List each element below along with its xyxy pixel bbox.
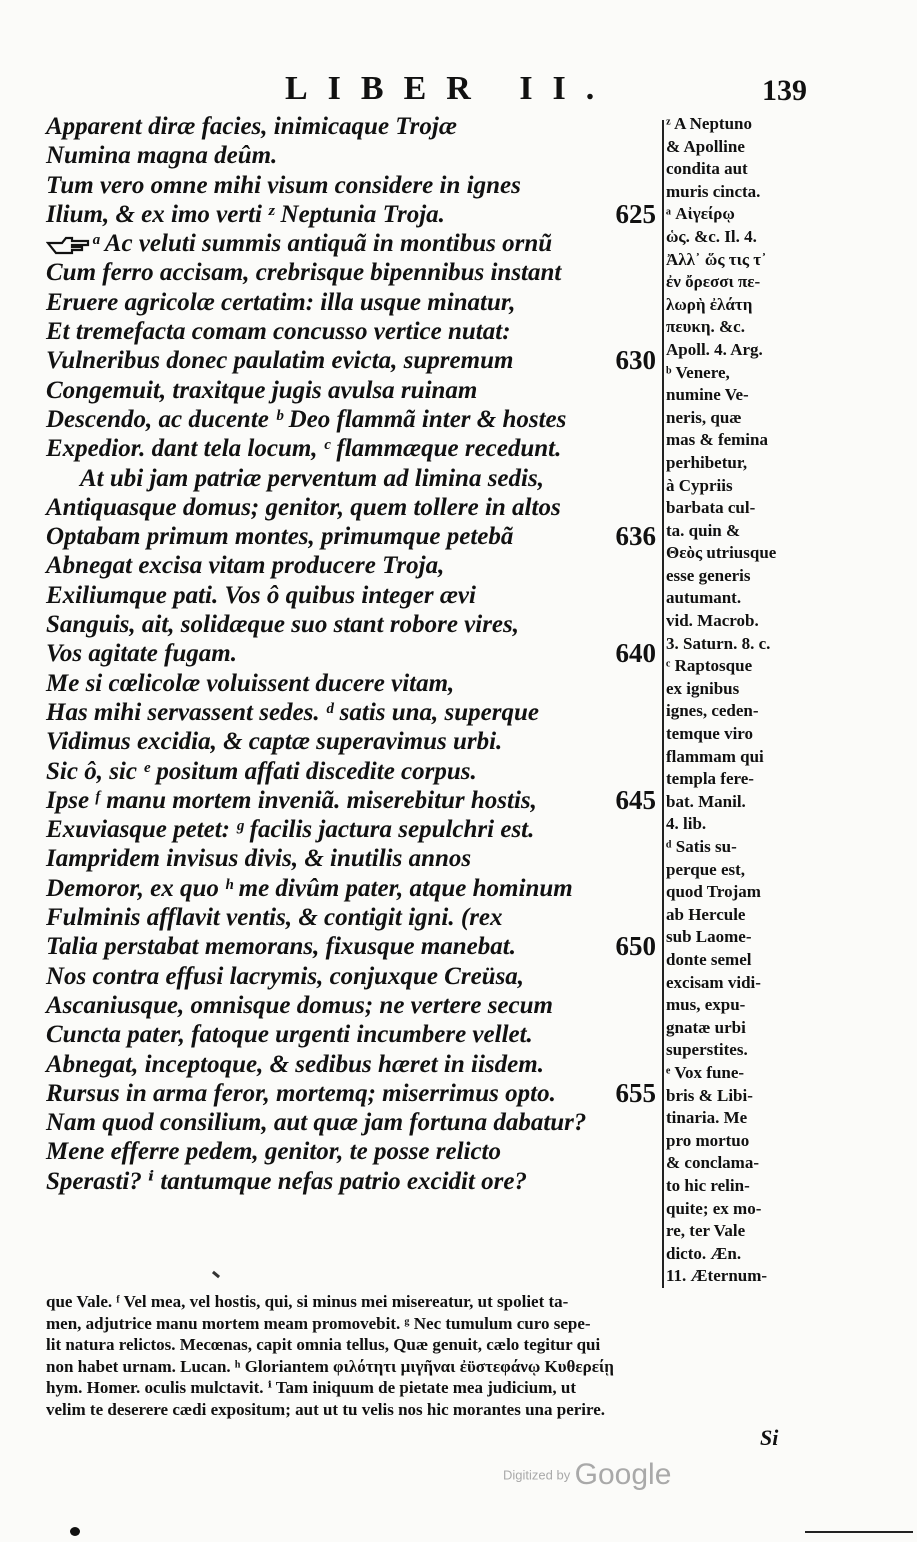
verse-line-text: Demoror, ex quo ʰ me divûm pater, atque hominum	[46, 874, 573, 902]
verse-line	[46, 1079, 656, 1108]
verse-line	[46, 844, 656, 873]
verse-line-text: Talia perstabat memorans, fixusque manebat.	[46, 933, 516, 961]
verse-line	[46, 639, 656, 668]
marginal-note-line: muris cincta.	[666, 181, 761, 201]
verse-line-text: Rursus in arma feror, mortemq; miserrimus opto.	[46, 1079, 556, 1107]
verse-line-text: Me si cœlicolæ voluissent ducere vitam,	[46, 669, 455, 697]
marginal-note-line: λωρὴ ἐλάτη	[666, 294, 753, 314]
verse-line	[46, 932, 656, 961]
verse-line	[46, 786, 656, 815]
marginal-note-line: ᵉ Vox fune-	[666, 1062, 745, 1082]
marginal-note-line: & conclama-	[666, 1153, 760, 1173]
digitized-watermark	[503, 1458, 671, 1492]
line-number: 650	[615, 931, 656, 962]
marginal-note-line: ta. quin &	[666, 520, 741, 540]
verse-line	[46, 874, 656, 903]
verse-line	[46, 522, 656, 551]
marginal-note-line: to hic relin-	[666, 1175, 750, 1195]
verse-line	[46, 171, 656, 200]
marginal-note-line: quod Trojam	[666, 882, 761, 902]
verse-line-text: Iampridem invisus divis, & inutilis annos	[46, 845, 472, 873]
marginal-note-line: perque est,	[666, 859, 746, 879]
marginal-note-line: gnatæ urbi	[666, 1017, 746, 1037]
line-number: 636	[615, 521, 656, 552]
footnote-line: men, adjutrice manu mortem meam promovebit. ᵍ Nec tumulum curo sepe-	[46, 1313, 591, 1333]
marginal-note-line: ab Hercule	[666, 904, 746, 924]
marginal-note-line: condita aut	[666, 159, 748, 179]
marginal-note-line: re, ter Vale	[666, 1221, 746, 1241]
margin-rule	[662, 120, 664, 1288]
verse-line	[46, 405, 656, 434]
marginal-note-line: tinaria. Me	[666, 1108, 748, 1128]
ink-mark	[212, 1271, 220, 1278]
marginal-note-line: 11. Æternum-	[666, 1266, 768, 1286]
marginal-note-line: pro mortuo	[666, 1130, 750, 1150]
verse-line-text: Ilium, & ex imo verti ᶻ Neptunia Troja.	[46, 200, 445, 228]
verse-line-text: Tum vero omne mihi visum considere in ignes	[46, 171, 521, 199]
bottom-rule	[805, 1531, 913, 1533]
verse-line-text: Vos agitate fugam.	[46, 640, 237, 668]
marginal-note-line: ᵇ Venere,	[666, 362, 730, 382]
verse-line	[46, 434, 656, 463]
ink-blot	[70, 1527, 80, 1536]
marginal-note-line: Apoll. 4. Arg.	[666, 339, 763, 359]
verse-line	[46, 1108, 656, 1137]
line-number: 655	[615, 1077, 656, 1108]
verse-line-text: Sic ô, sic ᵉ positum affati discedite corpus.	[46, 757, 477, 785]
verse-line-text: Expedior. dant tela locum, ᶜ flammæque recedunt.	[46, 435, 562, 463]
verse-line	[46, 903, 656, 932]
line-number: 645	[615, 784, 656, 815]
marginal-note-line: ᵈ Satis su-	[666, 837, 737, 856]
marginal-note-line: ᵃ Αἰγείρῳ	[666, 204, 735, 224]
verse-line-text: Cum ferro accisam, crebrisque bipennibus instant	[46, 259, 562, 287]
marginal-note-line: ᶻ A Neptuno	[666, 114, 753, 133]
verse-line	[46, 317, 656, 346]
marginal-note-line: quite; ex mo-	[666, 1198, 762, 1218]
line-number: 630	[615, 345, 656, 376]
verse-line	[46, 346, 656, 375]
verse-line	[46, 581, 656, 610]
marginal-note-line: bris & Libi-	[666, 1085, 753, 1105]
verse-line-text: At ubi jam patriæ perventum ad limina sedis,	[80, 464, 544, 492]
marginal-note-line: templa fere-	[666, 769, 754, 789]
verse-line-text: Numina magna deûm.	[46, 142, 278, 170]
verse-line	[46, 669, 656, 698]
verse-line	[46, 1050, 656, 1079]
verse-line-text: Vidimus excidia, & captæ superavimus urbi.	[46, 728, 503, 756]
verse-line	[46, 258, 656, 287]
verse-line-text: Exuviasque petet: ᵍ facilis jactura sepulchri est.	[46, 816, 535, 844]
marginal-note-line: numine Ve-	[666, 385, 749, 405]
running-head: LIBER II.	[285, 70, 615, 107]
marginal-note-line: donte semel	[666, 949, 752, 969]
watermark-prefix: Digitized by	[503, 1467, 571, 1483]
footnote-line: hym. Homer. oculis mulctavit. ⁱ Tam iniquum de pietate mea judicium, ut	[46, 1378, 576, 1397]
catchword: Si	[760, 1425, 779, 1450]
marginal-note-line: sub Laome-	[666, 927, 752, 947]
marginal-note-line: superstites.	[666, 1040, 748, 1060]
pointing-hand-icon	[46, 235, 92, 255]
marginal-note-line: autumant.	[666, 588, 742, 608]
verse-line-text: Antiquasque domus; genitor, quem tollere in altos	[46, 493, 561, 521]
verse-line-text: Abnegat excisa vitam producere Troja,	[46, 552, 445, 580]
verse-line	[46, 962, 656, 991]
verse-line-text: Ipse ᶠ manu mortem inveniã. miserebitur hostis,	[46, 786, 537, 814]
footnote-line: lit natura relictos. Mecœnas, capit omnia tellus, Quæ genuit, cælo tegitur qui	[46, 1335, 601, 1354]
verse-line	[46, 991, 656, 1020]
verse-line-text: Fulminis afflavit ventis, & contigit igni. (rex	[46, 904, 503, 932]
verse-line	[46, 200, 656, 229]
marginal-note-line: πευκη. &c.	[666, 317, 745, 337]
marginal-note-line: Θεὸς utriusque	[666, 543, 777, 563]
footnotes-block	[46, 1291, 806, 1420]
marginal-note-line: esse generis	[666, 565, 751, 585]
verse-line-text: Has mihi servassent sedes. ᵈ satis una, superque	[46, 698, 540, 726]
verse-line-text: Et tremefacta comam concusso vertice nutat:	[46, 318, 511, 346]
marginal-note-line: ᶜ Raptosque	[666, 656, 753, 676]
verse-line	[46, 727, 656, 756]
verse-line	[46, 757, 656, 786]
footnote-line: velim te deserere cædi expositum; aut ut tu velis nos hic morantes una perire.	[46, 1399, 606, 1419]
marginal-note-line: à Cypriis	[666, 475, 733, 495]
marginal-note-line: Ἀλλ᾽ ὥς τις τ᾽	[666, 249, 767, 269]
verse-line	[46, 493, 656, 522]
verse-line-text: Optabam primum montes, primumque petebã	[46, 523, 514, 551]
verse-line	[46, 112, 656, 141]
marginal-note-line: flammam qui	[666, 746, 764, 766]
verse-line-text: Nam quod consilium, aut quæ jam fortuna dabatur?	[46, 1109, 587, 1137]
marginal-note-line: temque viro	[666, 724, 754, 744]
verse-text-block	[46, 112, 656, 1196]
verse-line-text: Nos contra effusi lacrymis, conjuxque Creüsa,	[46, 962, 525, 990]
verse-line-text: ᵃ Ac veluti summis antiquã in montibus ornũ	[92, 230, 553, 258]
marginal-note-line: perhibetur,	[666, 452, 748, 472]
verse-line-text: Vulneribus donec paulatim evicta, supremum	[46, 347, 514, 375]
marginal-note-line: 4. lib.	[666, 814, 707, 834]
line-number: 625	[615, 198, 656, 229]
verse-line	[46, 610, 656, 639]
marginal-note-line: mas & femina	[666, 430, 768, 450]
verse-line	[46, 698, 656, 727]
verse-line-text: Apparent diræ facies, inimicaque Trojæ	[46, 113, 457, 140]
marginal-note-line: dicto. Æn.	[666, 1243, 742, 1263]
verse-line	[46, 229, 656, 258]
verse-line-text: Sperasti? ⁱ tantumque nefas patrio excidit ore?	[46, 1167, 528, 1195]
verse-line	[46, 1137, 656, 1166]
verse-line	[46, 1020, 656, 1049]
marginal-note-line: excisam vidi-	[666, 972, 761, 992]
marginal-note-line: bat. Manil.	[666, 791, 746, 811]
verse-line	[46, 376, 656, 405]
verse-line-text: Descendo, ac ducente ᵇ Deo flammã inter & hostes	[46, 405, 567, 433]
page-number: 139	[762, 74, 807, 107]
marginal-note-line: neris, quæ	[666, 407, 742, 427]
verse-line-text: Eruere agricolæ certatim: illa usque minatur,	[46, 288, 516, 316]
marginal-note-line: ἐν ὄρεσσι πε-	[666, 272, 761, 292]
verse-line-text: Ascaniusque, omnisque domus; ne vertere secum	[46, 991, 553, 1019]
marginal-note-line: ὡς. &c. Il. 4.	[666, 226, 757, 246]
footnote-line: que Vale. ᶠ Vel mea, vel hostis, qui, si minus mei misereatur, ut spoliet ta-	[46, 1292, 569, 1311]
verse-line	[46, 551, 656, 580]
verse-line-text: Mene efferre pedem, genitor, te posse relicto	[46, 1138, 502, 1166]
verse-line	[46, 1167, 656, 1196]
verse-line-text: Sanguis, ait, solidæque suo stant robore vires,	[46, 611, 520, 639]
line-number: 640	[615, 638, 656, 669]
marginal-note-line: ignes, ceden-	[666, 701, 759, 721]
marginal-note-line: & Apolline	[666, 136, 745, 156]
marginal-note-line: barbata cul-	[666, 498, 756, 518]
verse-line-text: Abnegat, inceptoque, & sedibus hæret in iisdem.	[46, 1050, 544, 1078]
marginal-note-line: vid. Macrob.	[666, 611, 759, 631]
verse-line	[46, 464, 656, 493]
watermark-brand: Google	[574, 1458, 672, 1491]
marginal-note-line: 3. Saturn. 8. c.	[666, 633, 771, 653]
marginal-note-line: ex ignibus	[666, 678, 740, 698]
verse-line	[46, 141, 656, 170]
marginal-note-line: mus, expu-	[666, 995, 746, 1015]
verse-line	[46, 288, 656, 317]
verse-line	[46, 815, 656, 844]
marginal-notes	[666, 113, 814, 1288]
verse-line-text: Congemuit, traxitque jugis avulsa ruinam	[46, 376, 478, 404]
verse-line-text: Cuncta pater, fatoque urgenti incumbere vellet.	[46, 1021, 533, 1049]
footnote-line: non habet urnam. Lucan. ʰ Gloriantem φιλότητι μιγῆναι ἐϋστεφάνῳ Κυθερείῃ	[46, 1356, 614, 1376]
verse-line-text: Exiliumque pati. Vos ô quibus integer ævi	[46, 581, 476, 609]
